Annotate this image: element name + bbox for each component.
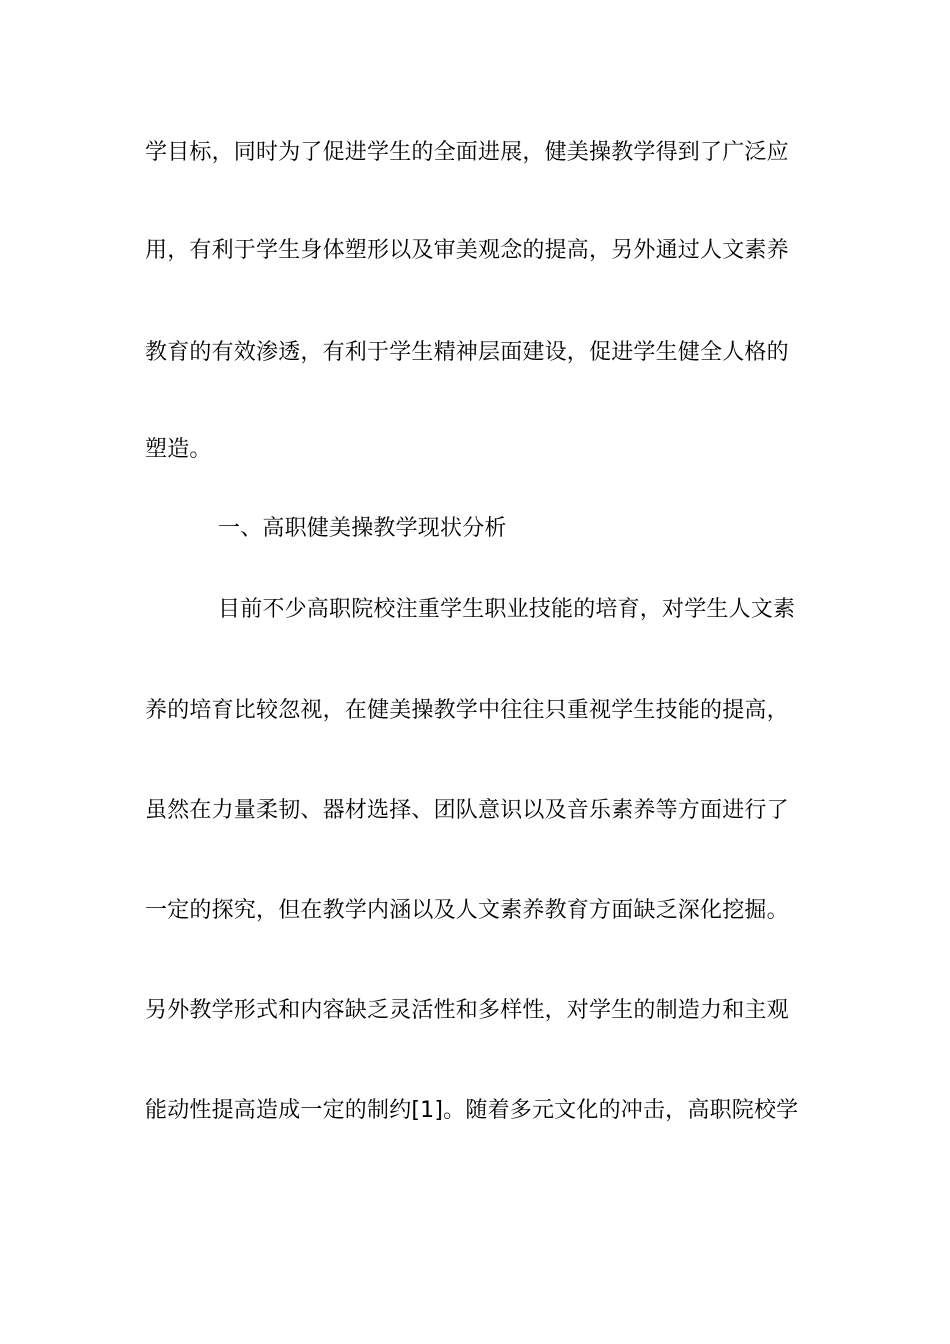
paragraph-line: 一定的探究，但在教学内涵以及人文素养教育方面缺乏深化挖掘。 <box>145 898 789 923</box>
paragraph-line: 能动性提高造成一定的制约[1]。随着多元文化的冲击，高职院校学 <box>145 1098 799 1123</box>
paragraph-line: 另外教学形式和内容缺乏灵活性和多样性，对学生的制造力和主观 <box>145 998 789 1023</box>
paragraph-line: 虽然在力量柔韧、器材选择、团队意识以及音乐素养等方面进行了 <box>145 798 789 823</box>
paragraph-line: 教育的有效渗透，有利于学生精神层面建设，促进学生健全人格的 <box>145 340 789 365</box>
paragraph-line: 学目标，同时为了促进学生的全面进展，健美操教学得到了广泛应 <box>145 140 789 165</box>
paragraph-line: 塑造。 <box>145 437 212 462</box>
paragraph-line: 目前不少高职院校注重学生职业技能的培育，对学生人文素 <box>218 597 796 622</box>
section-heading: 一、高职健美操教学现状分析 <box>218 516 507 541</box>
paragraph-line: 用，有利于学生身体塑形以及审美观念的提高，另外通过人文素养 <box>145 238 789 263</box>
paragraph-line: 养的培育比较忽视，在健美操教学中往往只重视学生技能的提高， <box>145 698 789 723</box>
